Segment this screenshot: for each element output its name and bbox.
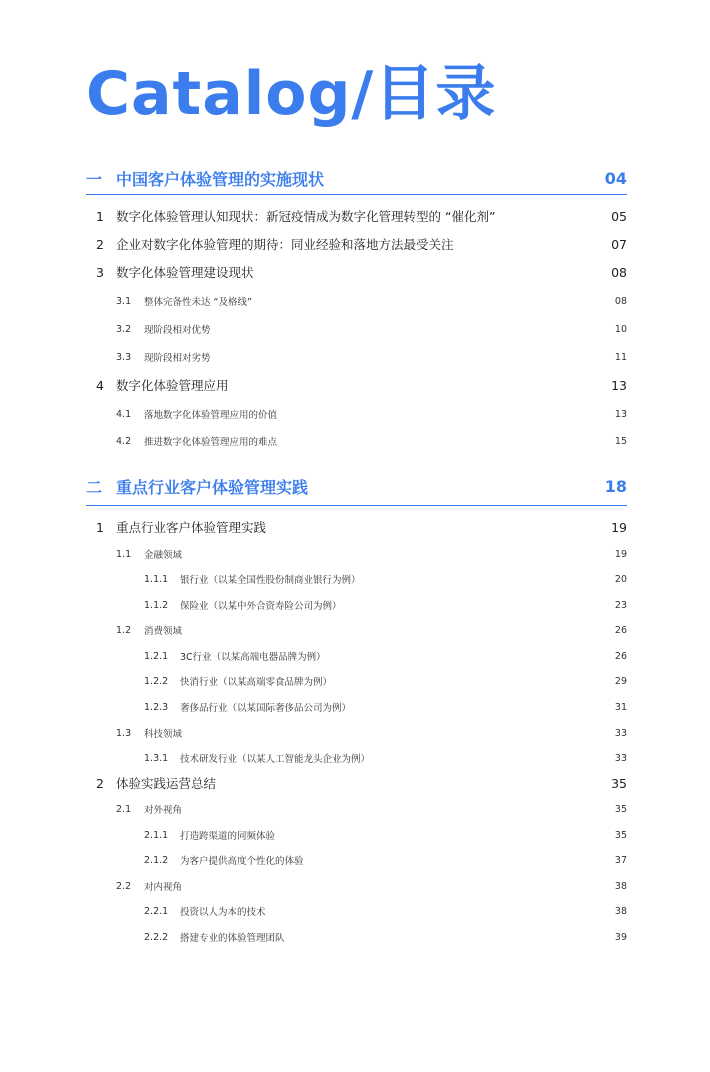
entry-number: 2.2 xyxy=(116,880,132,892)
toc-subsubentry[interactable] xyxy=(86,928,627,946)
entry-title: 为客户提供高度个性化的体验 xyxy=(180,856,304,867)
entry-number: 1.3.1 xyxy=(144,752,169,764)
entry-number: 4 xyxy=(96,377,104,393)
entry-number: 1.2.2 xyxy=(144,675,169,687)
entry-page: 15 xyxy=(614,435,627,447)
toc-subsubentry[interactable] xyxy=(86,596,627,614)
entry-number: 4.1 xyxy=(116,408,132,420)
toc-subsubentry[interactable] xyxy=(86,698,627,716)
entry-page: 20 xyxy=(614,573,627,585)
section-page: 18 xyxy=(604,476,627,496)
entry-number: 1.1.1 xyxy=(144,573,169,585)
entry-title: 数字化体验管理认知现状：新冠疫情成为数字化管理转型的 “催化剂” xyxy=(116,209,496,224)
entry-title: 现阶段相对劣势 xyxy=(144,353,211,364)
entry-page: 35 xyxy=(611,775,627,791)
section-heading[interactable] xyxy=(86,473,627,499)
entry-number: 1.2.3 xyxy=(144,701,169,713)
entry-page: 05 xyxy=(611,208,627,224)
toc-subentry[interactable] xyxy=(86,348,627,366)
entry-number: 2.2.1 xyxy=(144,905,169,917)
entry-page: 26 xyxy=(614,650,627,662)
entry-page: 26 xyxy=(614,624,627,636)
entry-page: 39 xyxy=(614,931,627,943)
toc-subentry[interactable] xyxy=(86,292,627,310)
entry-page: 29 xyxy=(614,675,627,687)
entry-page: 13 xyxy=(611,377,627,393)
toc-subsubentry[interactable] xyxy=(86,749,627,767)
section-number: 二 xyxy=(86,477,103,497)
toc-subsubentry[interactable] xyxy=(86,570,627,588)
entry-page: 19 xyxy=(614,548,627,560)
entry-number: 4.2 xyxy=(116,435,132,447)
toc-subsubentry[interactable] xyxy=(86,672,627,690)
toc-entry[interactable] xyxy=(86,374,627,396)
entry-title: 企业对数字化体验管理的期待：同业经验和落地方法最受关注 xyxy=(116,237,454,252)
entry-page: 10 xyxy=(614,323,627,335)
entry-page: 07 xyxy=(611,236,627,252)
entry-title: 科技领域 xyxy=(144,729,183,740)
entry-number: 2.1.1 xyxy=(144,829,169,841)
entry-number: 3.3 xyxy=(116,351,132,363)
entry-title: 保险业（以某中外合资寿险公司为例） xyxy=(180,601,342,612)
entry-page: 31 xyxy=(614,701,627,713)
entry-page: 35 xyxy=(614,829,627,841)
entry-title: 投资以人为本的技术 xyxy=(180,907,266,918)
entry-title: 技术研发行业（以某人工智能龙头企业为例） xyxy=(180,754,371,765)
entry-number: 2 xyxy=(96,236,104,252)
toc-subentry[interactable] xyxy=(86,545,627,563)
entry-number: 3 xyxy=(96,264,104,280)
entry-number: 2.2.2 xyxy=(144,931,169,943)
entry-page: 08 xyxy=(614,295,627,307)
entry-page: 38 xyxy=(614,880,627,892)
entry-page: 33 xyxy=(614,752,627,764)
section-number: 一 xyxy=(86,169,103,189)
entry-title: 打造跨渠道的同频体验 xyxy=(180,831,276,842)
entry-number: 1.1 xyxy=(116,548,132,560)
toc-subentry[interactable] xyxy=(86,877,627,895)
entry-page: 19 xyxy=(611,519,627,535)
toc-entry[interactable] xyxy=(86,261,627,283)
entry-number: 1.2 xyxy=(116,624,132,636)
entry-page: 11 xyxy=(614,351,627,363)
entry-page: 33 xyxy=(614,727,627,739)
entry-title: 搭建专业的体验管理团队 xyxy=(180,933,285,944)
section-divider xyxy=(86,505,627,506)
entry-page: 23 xyxy=(614,599,627,611)
entry-page: 13 xyxy=(614,408,627,420)
entry-number: 1.2.1 xyxy=(144,650,169,662)
section-title: 中国客户体验管理的实施现状 xyxy=(116,169,325,189)
entry-number: 2 xyxy=(96,775,104,791)
entry-number: 1.1.2 xyxy=(144,599,169,611)
section-divider xyxy=(86,194,627,195)
toc-entry[interactable] xyxy=(86,772,627,794)
entry-title: 对内视角 xyxy=(144,882,183,893)
entry-title: 对外视角 xyxy=(144,805,183,816)
toc-subsubentry[interactable] xyxy=(86,902,627,920)
section-title: 重点行业客户体验管理实践 xyxy=(116,477,309,497)
entry-title: 整体完备性未达 “及格线” xyxy=(144,297,252,308)
entry-title: 推进数字化体验管理应用的难点 xyxy=(144,437,278,448)
entry-title: 落地数字化体验管理应用的价值 xyxy=(144,410,278,421)
toc-entry[interactable] xyxy=(86,205,627,227)
entry-title: 数字化体验管理建设现状 xyxy=(116,265,254,280)
entry-title: 奢侈品行业（以某国际奢侈品公司为例） xyxy=(180,703,352,714)
catalog-title: Catalog/目录 xyxy=(86,59,497,129)
toc-subsubentry[interactable] xyxy=(86,826,627,844)
toc-entry[interactable] xyxy=(86,233,627,255)
entry-number: 1 xyxy=(96,519,104,535)
entry-title: 现阶段相对优势 xyxy=(144,325,211,336)
entry-number: 2.1.2 xyxy=(144,854,169,866)
entry-number: 1 xyxy=(96,208,104,224)
entry-number: 3.1 xyxy=(116,295,132,307)
toc-subsubentry[interactable] xyxy=(86,851,627,869)
entry-title: 快消行业（以某高端零食品牌为例） xyxy=(180,677,333,688)
entry-page: 08 xyxy=(611,264,627,280)
entry-title: 3C行业（以某高端电器品牌为例） xyxy=(180,652,326,663)
toc-subentry[interactable] xyxy=(86,405,627,423)
toc-subentry[interactable] xyxy=(86,621,627,639)
section-heading[interactable] xyxy=(86,165,627,191)
entry-number: 2.1 xyxy=(116,803,132,815)
toc-subentry[interactable] xyxy=(86,800,627,818)
toc-subsubentry[interactable] xyxy=(86,647,627,665)
toc-subentry[interactable] xyxy=(86,320,627,338)
entry-page: 38 xyxy=(614,905,627,917)
entry-page: 37 xyxy=(614,854,627,866)
entry-title: 银行业（以某全国性股份制商业银行为例） xyxy=(180,575,361,586)
entry-title: 重点行业客户体验管理实践 xyxy=(116,520,267,535)
entry-title: 金融领域 xyxy=(144,550,183,561)
toc-subentry[interactable] xyxy=(86,432,627,450)
entry-number: 3.2 xyxy=(116,323,132,335)
entry-page: 35 xyxy=(614,803,627,815)
entry-title: 体验实践运营总结 xyxy=(116,776,217,791)
section-page: 04 xyxy=(604,168,627,188)
entry-title: 消费领域 xyxy=(144,626,183,637)
entry-title: 数字化体验管理应用 xyxy=(116,378,229,393)
toc-subentry[interactable] xyxy=(86,724,627,742)
entry-number: 1.3 xyxy=(116,727,132,739)
toc-entry[interactable] xyxy=(86,516,627,538)
